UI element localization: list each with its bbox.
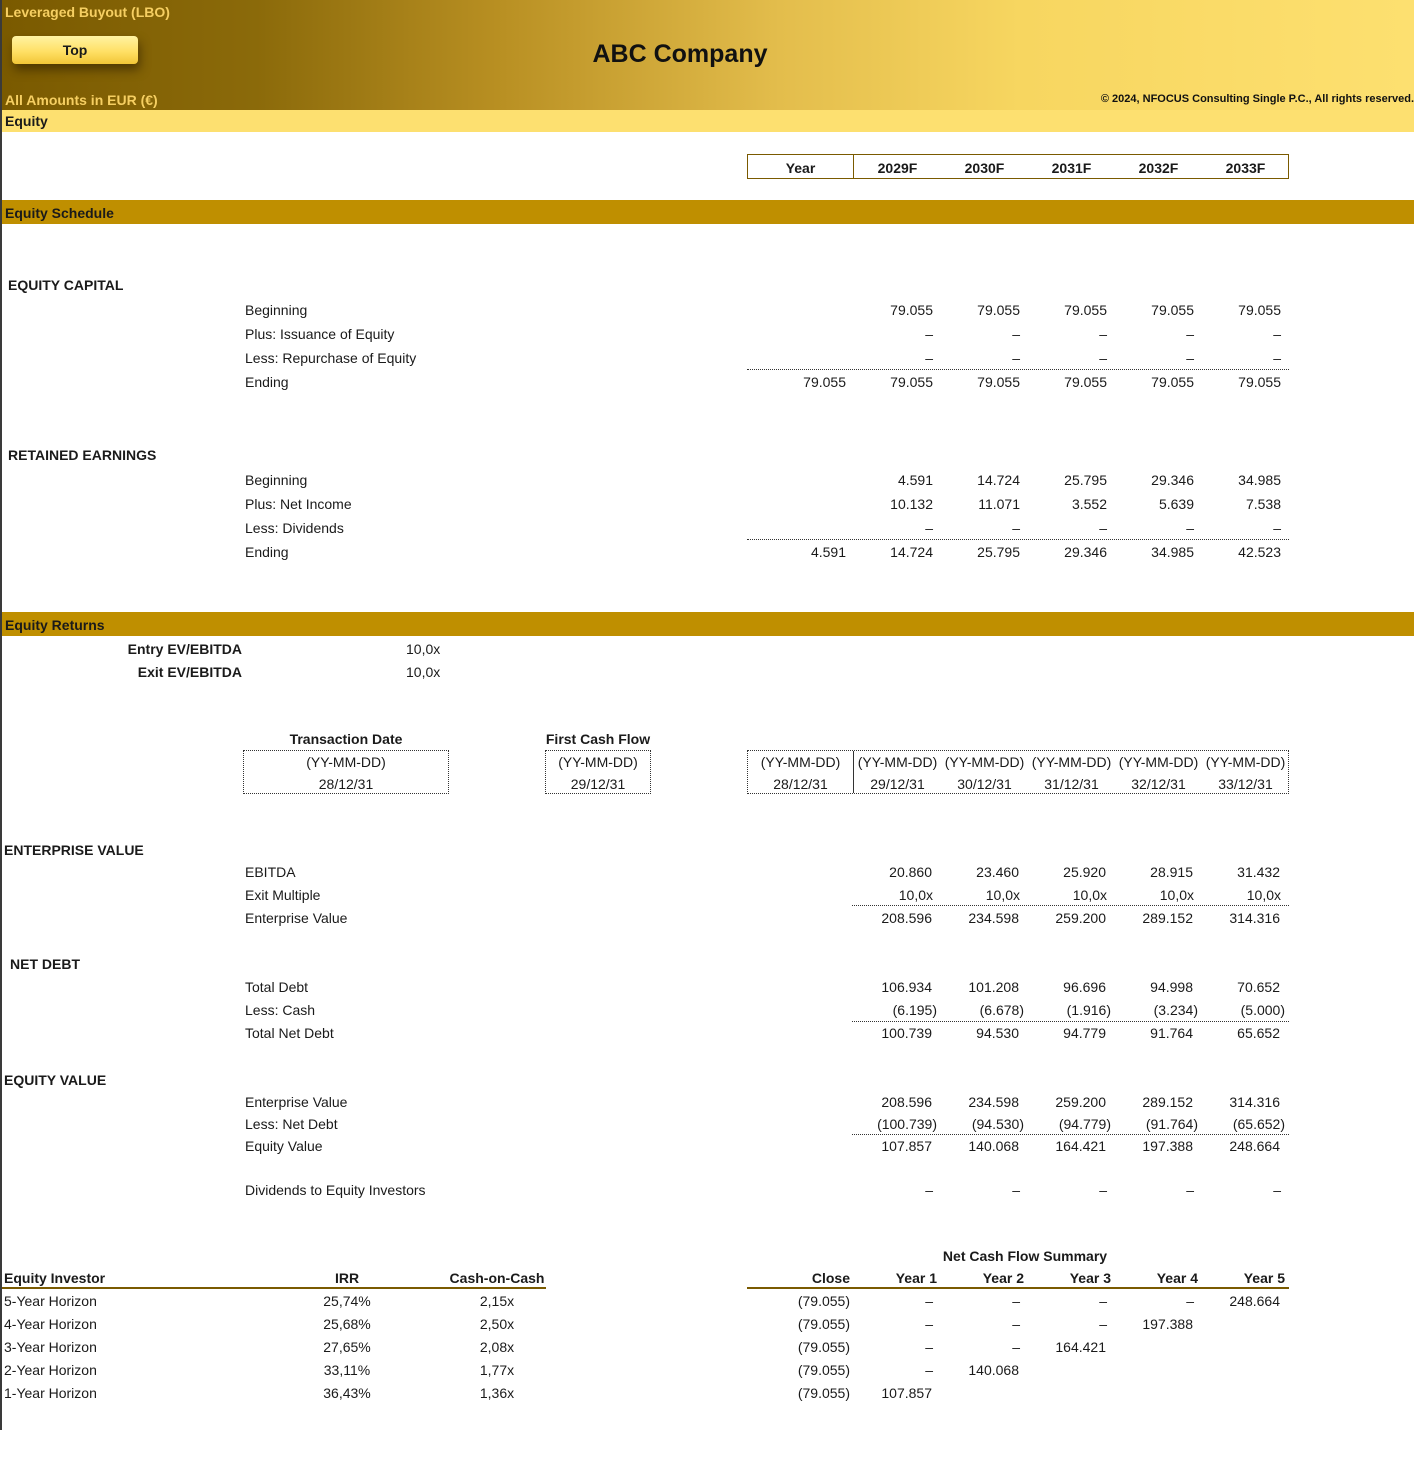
cell: (94.530)	[971, 1116, 1024, 1132]
cell: 25.795	[1064, 472, 1107, 488]
cell: 29.346	[1064, 544, 1107, 560]
cell: 10,0x	[985, 887, 1020, 903]
close-date: 28/12/31	[773, 776, 828, 792]
cell: 29.346	[1151, 472, 1194, 488]
cell: (94.779)	[1058, 1116, 1111, 1132]
company-name: ABC Company	[592, 40, 768, 68]
cf-cell: 107.857	[881, 1385, 932, 1401]
close-cell: (79.055)	[797, 1362, 850, 1378]
close-cell: (79.055)	[797, 1385, 850, 1401]
equity-capital-title: EQUITY CAPITAL	[8, 277, 124, 293]
row-label: Enterprise Value	[245, 1094, 348, 1110]
cell: 10,0x	[1159, 887, 1194, 903]
transaction-date-label: Transaction Date	[289, 731, 403, 747]
cell: 208.596	[881, 910, 932, 926]
cf-cell: 164.421	[1055, 1339, 1106, 1355]
cell: 79.055	[977, 302, 1020, 318]
coc-cell: 2,50x	[479, 1316, 515, 1332]
top-button[interactable]: Top	[12, 36, 138, 64]
close-cell: (79.055)	[797, 1293, 850, 1309]
cell: –	[1186, 520, 1194, 536]
header-close: Close	[811, 1270, 850, 1286]
cell: 94.779	[1063, 1025, 1106, 1041]
year-col: 2033F	[1225, 160, 1266, 176]
transaction-date-box	[243, 750, 449, 794]
cell: 259.200	[1055, 910, 1106, 926]
cell: –	[925, 520, 933, 536]
copyright: © 2024, NFOCUS Consulting Single P.C., All rights reserved.	[1100, 93, 1414, 105]
cf-cell: 248.664	[1229, 1293, 1280, 1309]
rule	[747, 369, 1289, 370]
coc-cell: 2,15x	[479, 1293, 515, 1309]
cell: –	[1273, 520, 1281, 536]
cell: –	[1186, 1182, 1194, 1198]
date-format: (YY-MM-DD)	[857, 754, 938, 770]
first-cash-flow-label: First Cash Flow	[545, 731, 651, 747]
irr-cell: 25,74%	[323, 1293, 371, 1309]
irr-cell: 36,43%	[323, 1385, 371, 1401]
cell: 140.068	[968, 1138, 1019, 1154]
entry-multiple-label: Entry EV/EBITDA	[127, 641, 242, 657]
cell: 4.591	[810, 544, 846, 560]
cell: 28.915	[1150, 864, 1193, 880]
retained-earnings-title: RETAINED EARNINGS	[8, 447, 157, 463]
header-investor: Equity Investor	[4, 1270, 106, 1286]
cf-cell: –	[1099, 1293, 1107, 1309]
table-row-label: 4-Year Horizon	[4, 1316, 97, 1332]
table-row-label: 3-Year Horizon	[4, 1339, 97, 1355]
cf-cell: –	[925, 1362, 933, 1378]
date-format: (YY-MM-DD)	[760, 754, 841, 770]
cell: 10,0x	[1072, 887, 1107, 903]
cell: 248.664	[1229, 1138, 1280, 1154]
header-year: Year 5	[1243, 1270, 1285, 1286]
cf-cell: –	[1186, 1293, 1194, 1309]
year-date: 33/12/31	[1218, 776, 1273, 792]
net-debt-title: NET DEBT	[10, 956, 80, 972]
cell: (1.916)	[1066, 1002, 1111, 1018]
period-dates-box	[747, 750, 1289, 794]
cell: 70.652	[1237, 979, 1280, 995]
irr-cell: 27,65%	[323, 1339, 371, 1355]
row-label: Beginning	[245, 302, 308, 318]
cell: (5.000)	[1240, 1002, 1285, 1018]
row-label: Plus: Net Income	[245, 496, 352, 512]
cell: 91.764	[1150, 1025, 1193, 1041]
row-label: Plus: Issuance of Equity	[245, 326, 395, 342]
rule	[852, 1134, 1289, 1135]
year-col: 2031F	[1051, 160, 1092, 176]
date-format: (YY-MM-DD)	[558, 754, 638, 770]
cell: 4.591	[897, 472, 933, 488]
cell: 106.934	[881, 979, 932, 995]
cell: 107.857	[881, 1138, 932, 1154]
cell: (3.234)	[1153, 1002, 1198, 1018]
equity-value-title: EQUITY VALUE	[4, 1072, 107, 1088]
year-label: Year	[785, 160, 816, 176]
cell: –	[1273, 350, 1281, 366]
row-label: Less: Cash	[245, 1002, 316, 1018]
header-year: Year 2	[982, 1270, 1024, 1286]
header-cash-on-cash: Cash-on-Cash	[449, 1270, 545, 1286]
cell: 96.696	[1063, 979, 1106, 995]
row-label: EBITDA	[245, 864, 296, 880]
cell: 14.724	[977, 472, 1020, 488]
table-row-label: 5-Year Horizon	[4, 1293, 97, 1309]
cell: –	[1099, 326, 1107, 342]
year-header	[747, 154, 1289, 179]
cell: 79.055	[803, 374, 846, 390]
cell: 65.652	[1237, 1025, 1280, 1041]
cf-cell: –	[1012, 1339, 1020, 1355]
cell: 3.552	[1071, 496, 1107, 512]
cell: 31.432	[1237, 864, 1280, 880]
cell: 101.208	[968, 979, 1019, 995]
rule	[2, 1287, 546, 1289]
rule	[747, 1287, 1289, 1289]
cell: 7.538	[1245, 496, 1281, 512]
cell: –	[1099, 1182, 1107, 1198]
date-format: (YY-MM-DD)	[944, 754, 1025, 770]
first-cash-flow-box	[545, 750, 651, 794]
cell: –	[925, 326, 933, 342]
cell: 208.596	[881, 1094, 932, 1110]
year-date: 32/12/31	[1131, 776, 1186, 792]
cell: –	[1012, 326, 1020, 342]
cell: –	[1099, 520, 1107, 536]
row-label: Ending	[245, 544, 289, 560]
cell: 10.132	[890, 496, 933, 512]
cell: 259.200	[1055, 1094, 1106, 1110]
cell: 94.998	[1150, 979, 1193, 995]
date-format: (YY-MM-DD)	[1031, 754, 1112, 770]
cell: 5.639	[1158, 496, 1194, 512]
cell: 11.071	[978, 496, 1020, 512]
row-label: Less: Net Debt	[245, 1116, 338, 1132]
cell: 25.795	[977, 544, 1020, 560]
cell: (6.678)	[979, 1002, 1024, 1018]
transaction-date: 28/12/31	[318, 776, 374, 792]
app-title: Leveraged Buyout (LBO)	[5, 4, 170, 20]
table-row-label: 1-Year Horizon	[4, 1385, 97, 1401]
cell: 79.055	[977, 374, 1020, 390]
cell: 314.316	[1229, 910, 1280, 926]
year-col: 2030F	[964, 160, 1005, 176]
table-row-label: 2-Year Horizon	[4, 1362, 97, 1378]
cell: (100.739)	[877, 1116, 937, 1132]
cell: (65.652)	[1232, 1116, 1285, 1132]
cell: –	[925, 1182, 933, 1198]
cell: 79.055	[1151, 302, 1194, 318]
cell: 234.598	[968, 910, 1019, 926]
rule	[852, 905, 1289, 906]
cell: –	[1273, 1182, 1281, 1198]
cell: 34.985	[1151, 544, 1194, 560]
rule	[747, 539, 1289, 540]
cell: 100.739	[881, 1025, 932, 1041]
year-date: 29/12/31	[870, 776, 925, 792]
cf-cell: –	[925, 1316, 933, 1332]
cf-cell: –	[1099, 1316, 1107, 1332]
cell: 234.598	[968, 1094, 1019, 1110]
cf-cell: –	[925, 1293, 933, 1309]
section-equity-returns: Equity Returns	[2, 612, 1414, 636]
cell: 10,0x	[898, 887, 933, 903]
cell: 197.388	[1142, 1138, 1193, 1154]
exit-multiple-label: Exit EV/EBITDA	[137, 664, 242, 680]
row-label: Less: Repurchase of Equity	[245, 350, 417, 366]
cell: 10,0x	[1246, 887, 1281, 903]
cash-flow-summary-title: Net Cash Flow Summary	[942, 1248, 1108, 1264]
cell: 79.055	[1064, 302, 1107, 318]
row-label: Equity Value	[245, 1138, 323, 1154]
row-label: Less: Dividends	[245, 520, 344, 536]
header-year: Year 1	[895, 1270, 937, 1286]
cell: 79.055	[1238, 302, 1281, 318]
cf-cell: –	[1012, 1293, 1020, 1309]
enterprise-value-title: ENTERPRISE VALUE	[4, 842, 144, 858]
cell: –	[1273, 326, 1281, 342]
cell: 79.055	[890, 302, 933, 318]
entry-multiple-value: 10,0x	[406, 641, 441, 657]
cell: 79.055	[1151, 374, 1194, 390]
dividends-label: Dividends to Equity Investors	[245, 1182, 426, 1198]
cell: –	[1186, 326, 1194, 342]
coc-cell: 2,08x	[479, 1339, 515, 1355]
year-col: 2032F	[1138, 160, 1179, 176]
cell: –	[1186, 350, 1194, 366]
close-cell: (79.055)	[797, 1316, 850, 1332]
cell: 23.460	[976, 864, 1019, 880]
cf-cell: 197.388	[1142, 1316, 1193, 1332]
coc-cell: 1,77x	[479, 1362, 515, 1378]
cell: 79.055	[1064, 374, 1107, 390]
row-label: Total Net Debt	[245, 1025, 334, 1041]
cell: 79.055	[1238, 374, 1281, 390]
row-label: Ending	[245, 374, 289, 390]
header-banner	[2, 0, 1414, 110]
cell: –	[925, 350, 933, 366]
year-date: 30/12/31	[957, 776, 1012, 792]
cell: (6.195)	[892, 1002, 937, 1018]
irr-cell: 25,68%	[323, 1316, 371, 1332]
cell: 94.530	[976, 1025, 1019, 1041]
first-cash-flow-date: 29/12/31	[570, 776, 626, 792]
row-label: Total Debt	[245, 979, 309, 995]
cf-cell: –	[1012, 1316, 1020, 1332]
amounts-note: All Amounts in EUR (€)	[5, 92, 158, 108]
irr-cell: 33,11%	[323, 1362, 371, 1378]
cell: 79.055	[890, 374, 933, 390]
header-irr: IRR	[334, 1270, 360, 1286]
row-label: Beginning	[245, 472, 308, 488]
coc-cell: 1,36x	[479, 1385, 515, 1401]
cell: 14.724	[890, 544, 933, 560]
cf-cell: –	[925, 1339, 933, 1355]
row-label: Enterprise Value	[245, 910, 348, 926]
year-date: 31/12/31	[1044, 776, 1099, 792]
cell: 20.860	[889, 864, 932, 880]
date-format: (YY-MM-DD)	[306, 754, 386, 770]
year-col: 2029F	[877, 160, 918, 176]
header-year: Year 3	[1069, 1270, 1111, 1286]
cell: 25.920	[1063, 864, 1106, 880]
cell: –	[1012, 350, 1020, 366]
date-format: (YY-MM-DD)	[1205, 754, 1286, 770]
cell: 42.523	[1238, 544, 1281, 560]
cell: 289.152	[1142, 1094, 1193, 1110]
cell: –	[1012, 520, 1020, 536]
cell: (91.764)	[1145, 1116, 1198, 1132]
date-format: (YY-MM-DD)	[1118, 754, 1199, 770]
exit-multiple-value: 10,0x	[406, 664, 441, 680]
rule	[852, 1021, 1289, 1022]
row-label: Exit Multiple	[245, 887, 321, 903]
section-equity: Equity	[2, 110, 1414, 132]
cell: 314.316	[1229, 1094, 1280, 1110]
cf-cell: 140.068	[968, 1362, 1019, 1378]
cell: 34.985	[1238, 472, 1281, 488]
cell: –	[1012, 1182, 1020, 1198]
cell: 164.421	[1055, 1138, 1106, 1154]
section-equity-schedule: Equity Schedule	[2, 200, 1414, 224]
close-cell: (79.055)	[797, 1339, 850, 1355]
header-year: Year 4	[1156, 1270, 1198, 1286]
cell: 289.152	[1142, 910, 1193, 926]
cell: –	[1099, 350, 1107, 366]
